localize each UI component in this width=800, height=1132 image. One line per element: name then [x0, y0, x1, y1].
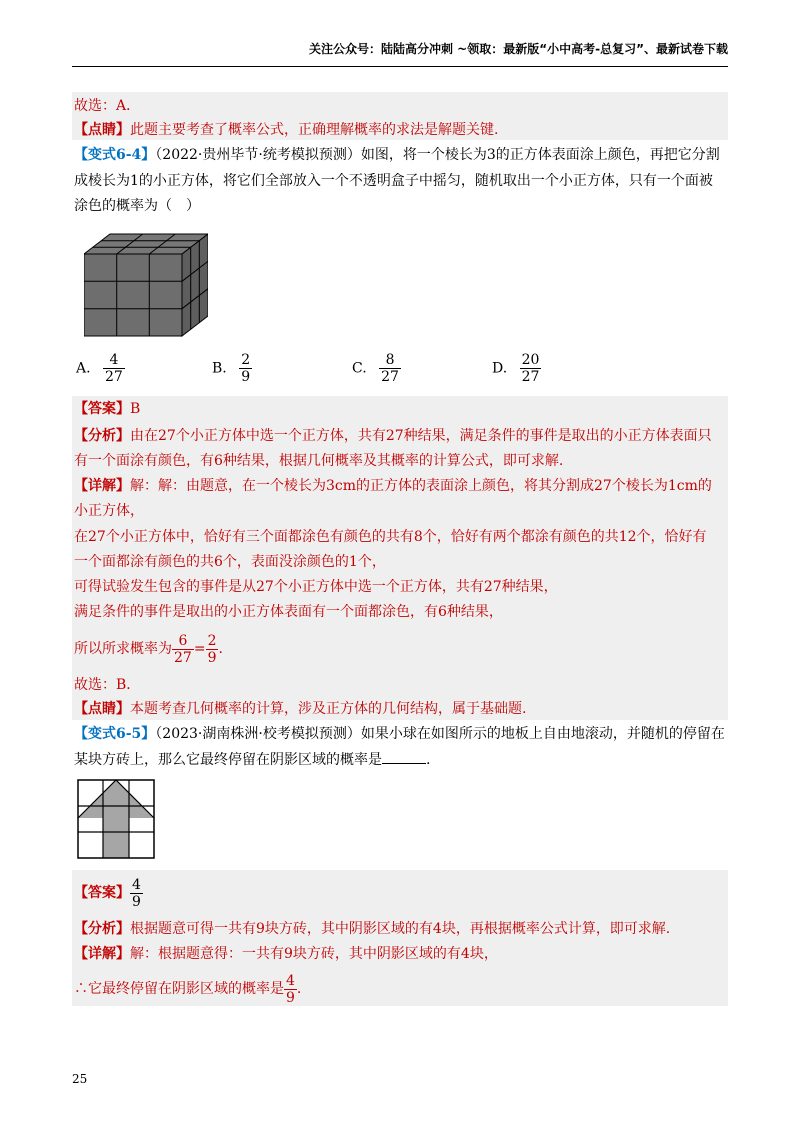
q65-analysis [74, 919, 670, 939]
detail-text: 解：解：由题意，在一个棱长为3cm的正方体的表面涂上颜色，将其分割成27个棱长为1cm的 [130, 478, 712, 494]
q65-line2 [74, 749, 430, 770]
q64-analysis-1 [74, 426, 712, 446]
q64-choice: 故选：B． [74, 677, 141, 693]
dianjing-tag: 【点睛】 [74, 122, 130, 138]
cube-figure [84, 232, 208, 340]
q64-detail-7 [74, 632, 223, 666]
option-d-label: D. [492, 360, 508, 377]
option-a-fraction [103, 352, 125, 385]
answer-blank[interactable] [382, 749, 426, 764]
q64-detail-1 [74, 476, 712, 496]
numerator: 2 [207, 632, 217, 649]
denominator: 27 [381, 369, 399, 385]
option-b-fraction [239, 352, 252, 385]
page-number: 25 [72, 1072, 88, 1086]
numerator: 2 [241, 352, 251, 368]
q64-detail-6: 满足条件的事件是取出的小正方体表面有一个面都涂色，有6种结果， [74, 604, 503, 620]
dianjing-tag: 【点睛】 [74, 701, 130, 717]
option-b[interactable] [212, 352, 252, 385]
q64-detail-4: 一个面都涂有颜色的共6个，表面没涂颜色的1个， [74, 554, 386, 570]
detail-text: 解：根据题意得：一共有9块方砖，其中阴影区域的有4块， [130, 946, 498, 962]
q64-answer [74, 399, 140, 419]
period: . [426, 752, 431, 768]
option-a-label: A. [76, 360, 91, 377]
q65-detail-1 [74, 944, 498, 964]
q64-detail-3: 在27个小正方体中，恰好有三个面都涂色有颜色的共有8个，恰好有两个都涂有颜色的共12个，恰好有 [74, 529, 707, 545]
denominator: 9 [286, 989, 295, 1006]
denominator: 9 [132, 893, 141, 910]
fraction-4-9 [284, 973, 297, 1006]
option-a[interactable] [76, 352, 125, 385]
q64-stem-1: （2022·贵州毕节·统考模拟预测）如图，将一个棱长为3的正方体表面涂上颜色，再把它分割 [155, 147, 720, 163]
prev-choice: 故选：A． [74, 98, 141, 114]
q65-answer [74, 876, 143, 910]
dianjing-text: 本题考查几何概率的计算，涉及正方体的几何结构，属于基础题. [130, 701, 527, 717]
prev-dianjing [74, 120, 498, 140]
q64-stem-2: 成棱长为1的小正方体，将它们全部放入一个不透明盒子中摇匀，随机取出一个小正方体，只有一个面被 [74, 173, 713, 189]
numerator: 20 [521, 352, 540, 368]
numerator: 8 [385, 352, 395, 368]
option-b-label: B. [212, 360, 227, 377]
detail-tag: 【详解】 [74, 946, 130, 962]
option-d-fraction [520, 352, 542, 385]
analysis-tag: 【分析】 [74, 921, 130, 937]
denominator: 27 [105, 369, 123, 385]
q64-stem-3: 涂色的概率为（ ） [74, 198, 200, 214]
q65-detail-2 [74, 972, 301, 1006]
option-c-label: C. [352, 360, 367, 377]
fraction-6-27 [172, 633, 194, 666]
analysis-text: 由在27个小正方体中选一个正方体，共有27种结果，满足条件的事件是取出的小正方体表面只 [130, 428, 712, 444]
answer-value: B [130, 401, 141, 417]
analysis-text: 根据题意可得一共有9块方砖，其中阴影区域的有4块，再根据概率公式计算，即可求解. [130, 921, 671, 937]
equals-sign: = [193, 641, 206, 657]
answer-tag: 【答案】 [74, 401, 130, 417]
denominator: 9 [241, 369, 251, 385]
numerator: 4 [132, 876, 141, 893]
q64-detail-5: 可得试验发生包含的事件是从27个小正方体中选一个正方体，共有27种结果， [74, 579, 558, 595]
q64-tag: 【变式6-4】 [74, 147, 156, 163]
q64-detail-2: 小正方体， [74, 503, 144, 519]
denominator: 9 [207, 649, 217, 666]
floor-tiles-figure [76, 778, 156, 860]
q65-stem-1: （2023·湖南株洲·校考模拟预测）如果小球在如图所示的地板上自由地滚动，并随机的停留在 [155, 726, 725, 742]
page-header [72, 40, 728, 67]
detail-7-text: 所以所求概率为 [74, 641, 172, 657]
numerator: 4 [109, 352, 119, 368]
denominator: 27 [174, 649, 192, 666]
period: . [218, 641, 223, 657]
option-d[interactable] [492, 352, 541, 385]
q65-line1 [74, 724, 725, 744]
denominator: 27 [521, 369, 540, 385]
option-c[interactable] [352, 352, 401, 385]
numerator: 4 [286, 972, 295, 989]
detail-tag: 【详解】 [74, 478, 130, 494]
q64-line1 [74, 145, 720, 165]
fraction-2-9 [206, 633, 219, 666]
answer-fraction [130, 877, 143, 910]
dianjing-text: 此题主要考查了概率公式，正确理解概率的求法是解题关键. [130, 122, 499, 138]
header-text: 关注公众号：陆陆高分冲刺 ~领取：最新版“小中高考-总复习”、最新试卷下载 [309, 42, 728, 56]
q65-tag: 【变式6-5】 [74, 726, 156, 742]
q64-analysis-2: 有一个面涂有颜色，有6种结果，根据几何概率及其概率的计算公式，即可求解. [74, 453, 564, 469]
q64-dianjing [74, 699, 526, 719]
numerator: 6 [178, 632, 188, 649]
q65-stem-2: 某块方砖上，那么它最终停留在阴影区域的概率是 [74, 752, 382, 768]
analysis-tag: 【分析】 [74, 428, 130, 444]
period: . [296, 981, 302, 997]
option-c-fraction [379, 352, 401, 385]
detail-2-text: ∴它最终停留在阴影区域的概率是 [74, 981, 284, 997]
answer-tag: 【答案】 [74, 885, 130, 901]
